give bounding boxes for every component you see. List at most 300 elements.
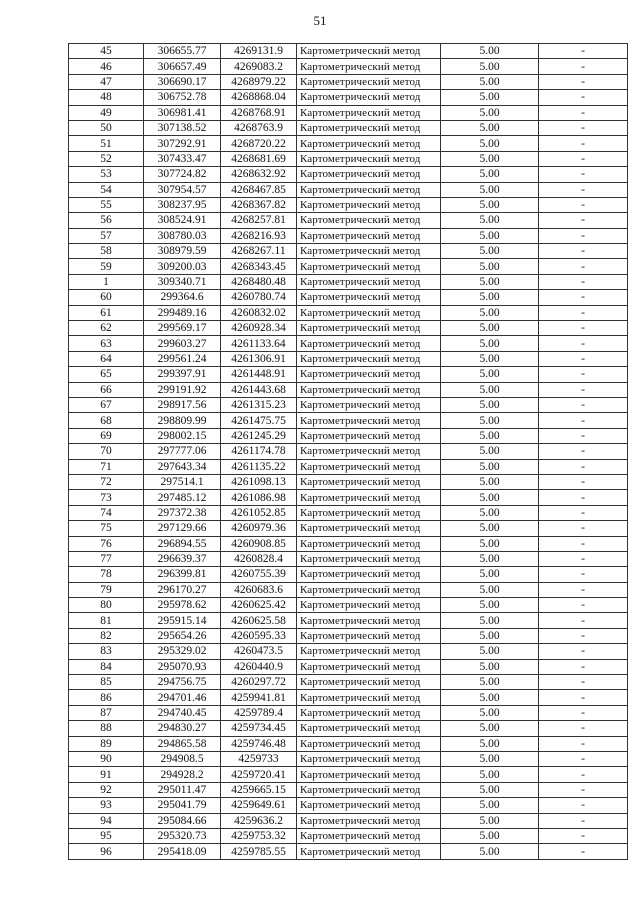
point-number-cell: 68 bbox=[69, 413, 144, 428]
note-cell: - bbox=[539, 644, 628, 659]
error-cell: 5.00 bbox=[441, 120, 539, 135]
note-cell: - bbox=[539, 798, 628, 813]
point-number-cell: 65 bbox=[69, 367, 144, 382]
point-number-cell: 88 bbox=[69, 721, 144, 736]
table-row bbox=[69, 274, 628, 289]
y-coordinate-cell: 4260832.02 bbox=[221, 305, 297, 320]
table-row bbox=[69, 736, 628, 751]
note-cell: - bbox=[539, 521, 628, 536]
error-cell: 5.00 bbox=[441, 598, 539, 613]
error-cell: 5.00 bbox=[441, 151, 539, 166]
x-coordinate-cell: 308780.03 bbox=[144, 228, 221, 243]
table-row bbox=[69, 259, 628, 274]
method-cell: Картометрический метод bbox=[297, 290, 441, 305]
method-cell: Картометрический метод bbox=[297, 382, 441, 397]
note-cell: - bbox=[539, 705, 628, 720]
table-row bbox=[69, 197, 628, 212]
y-coordinate-cell: 4261133.64 bbox=[221, 336, 297, 351]
method-cell: Картометрический метод bbox=[297, 244, 441, 259]
table-row bbox=[69, 428, 628, 443]
coordinates-table-body bbox=[69, 44, 628, 860]
y-coordinate-cell: 4261135.22 bbox=[221, 459, 297, 474]
note-cell: - bbox=[539, 813, 628, 828]
note-cell: - bbox=[539, 751, 628, 766]
x-coordinate-cell: 295070.93 bbox=[144, 659, 221, 674]
point-number-cell: 67 bbox=[69, 397, 144, 412]
y-coordinate-cell: 4259665.15 bbox=[221, 782, 297, 797]
note-cell: - bbox=[539, 274, 628, 289]
point-number-cell: 58 bbox=[69, 244, 144, 259]
note-cell: - bbox=[539, 105, 628, 120]
note-cell: - bbox=[539, 459, 628, 474]
note-cell: - bbox=[539, 90, 628, 105]
x-coordinate-cell: 294908.5 bbox=[144, 751, 221, 766]
y-coordinate-cell: 4261443.68 bbox=[221, 382, 297, 397]
table-row bbox=[69, 382, 628, 397]
error-cell: 5.00 bbox=[441, 382, 539, 397]
y-coordinate-cell: 4268681.69 bbox=[221, 151, 297, 166]
error-cell: 5.00 bbox=[441, 397, 539, 412]
note-cell: - bbox=[539, 675, 628, 690]
table-row bbox=[69, 628, 628, 643]
method-cell: Картометрический метод bbox=[297, 428, 441, 443]
method-cell: Картометрический метод bbox=[297, 598, 441, 613]
note-cell: - bbox=[539, 567, 628, 582]
y-coordinate-cell: 4268768.91 bbox=[221, 105, 297, 120]
table-row bbox=[69, 613, 628, 628]
error-cell: 5.00 bbox=[441, 644, 539, 659]
error-cell: 5.00 bbox=[441, 136, 539, 151]
note-cell: - bbox=[539, 767, 628, 782]
table-row bbox=[69, 44, 628, 59]
x-coordinate-cell: 297514.1 bbox=[144, 474, 221, 489]
note-cell: - bbox=[539, 74, 628, 89]
method-cell: Картометрический метод bbox=[297, 213, 441, 228]
table-row bbox=[69, 782, 628, 797]
x-coordinate-cell: 295418.09 bbox=[144, 844, 221, 859]
note-cell: - bbox=[539, 367, 628, 382]
method-cell: Картометрический метод bbox=[297, 444, 441, 459]
table-row bbox=[69, 721, 628, 736]
method-cell: Картометрический метод bbox=[297, 675, 441, 690]
y-coordinate-cell: 4268480.48 bbox=[221, 274, 297, 289]
x-coordinate-cell: 309200.03 bbox=[144, 259, 221, 274]
x-coordinate-cell: 295041.79 bbox=[144, 798, 221, 813]
x-coordinate-cell: 299364.6 bbox=[144, 290, 221, 305]
method-cell: Картометрический метод bbox=[297, 336, 441, 351]
y-coordinate-cell: 4260908.85 bbox=[221, 536, 297, 551]
note-cell: - bbox=[539, 259, 628, 274]
table-row bbox=[69, 474, 628, 489]
table-row bbox=[69, 551, 628, 566]
x-coordinate-cell: 295084.66 bbox=[144, 813, 221, 828]
x-coordinate-cell: 298917.56 bbox=[144, 397, 221, 412]
table-row bbox=[69, 228, 628, 243]
y-coordinate-cell: 4259649.61 bbox=[221, 798, 297, 813]
table-row bbox=[69, 505, 628, 520]
error-cell: 5.00 bbox=[441, 844, 539, 859]
table-row bbox=[69, 290, 628, 305]
table-row bbox=[69, 182, 628, 197]
point-number-cell: 92 bbox=[69, 782, 144, 797]
note-cell: - bbox=[539, 844, 628, 859]
error-cell: 5.00 bbox=[441, 751, 539, 766]
x-coordinate-cell: 297129.66 bbox=[144, 521, 221, 536]
point-number-cell: 94 bbox=[69, 813, 144, 828]
method-cell: Картометрический метод bbox=[297, 798, 441, 813]
method-cell: Картометрический метод bbox=[297, 74, 441, 89]
error-cell: 5.00 bbox=[441, 367, 539, 382]
note-cell: - bbox=[539, 351, 628, 366]
y-coordinate-cell: 4259734.45 bbox=[221, 721, 297, 736]
point-number-cell: 52 bbox=[69, 151, 144, 166]
method-cell: Картометрический метод bbox=[297, 705, 441, 720]
y-coordinate-cell: 4261098.13 bbox=[221, 474, 297, 489]
method-cell: Картометрический метод bbox=[297, 828, 441, 843]
x-coordinate-cell: 298002.15 bbox=[144, 428, 221, 443]
point-number-cell: 66 bbox=[69, 382, 144, 397]
table-row bbox=[69, 59, 628, 74]
table-row bbox=[69, 598, 628, 613]
note-cell: - bbox=[539, 598, 628, 613]
note-cell: - bbox=[539, 782, 628, 797]
note-cell: - bbox=[539, 828, 628, 843]
table-row bbox=[69, 397, 628, 412]
y-coordinate-cell: 4259636.2 bbox=[221, 813, 297, 828]
x-coordinate-cell: 307138.52 bbox=[144, 120, 221, 135]
x-coordinate-cell: 306655.77 bbox=[144, 44, 221, 59]
error-cell: 5.00 bbox=[441, 521, 539, 536]
error-cell: 5.00 bbox=[441, 444, 539, 459]
x-coordinate-cell: 297372.38 bbox=[144, 505, 221, 520]
table-row bbox=[69, 567, 628, 582]
method-cell: Картометрический метод bbox=[297, 644, 441, 659]
point-number-cell: 57 bbox=[69, 228, 144, 243]
point-number-cell: 71 bbox=[69, 459, 144, 474]
point-number-cell: 47 bbox=[69, 74, 144, 89]
method-cell: Картометрический метод bbox=[297, 751, 441, 766]
table-row bbox=[69, 105, 628, 120]
method-cell: Картометрический метод bbox=[297, 259, 441, 274]
note-cell: - bbox=[539, 167, 628, 182]
y-coordinate-cell: 4260625.42 bbox=[221, 598, 297, 613]
error-cell: 5.00 bbox=[441, 767, 539, 782]
error-cell: 5.00 bbox=[441, 321, 539, 336]
y-coordinate-cell: 4268343.45 bbox=[221, 259, 297, 274]
point-number-cell: 56 bbox=[69, 213, 144, 228]
x-coordinate-cell: 295654.26 bbox=[144, 628, 221, 643]
x-coordinate-cell: 295011.47 bbox=[144, 782, 221, 797]
x-coordinate-cell: 306690.17 bbox=[144, 74, 221, 89]
table-row bbox=[69, 813, 628, 828]
error-cell: 5.00 bbox=[441, 798, 539, 813]
table-row bbox=[69, 582, 628, 597]
table-row bbox=[69, 413, 628, 428]
error-cell: 5.00 bbox=[441, 490, 539, 505]
x-coordinate-cell: 295915.14 bbox=[144, 613, 221, 628]
method-cell: Картометрический метод bbox=[297, 628, 441, 643]
y-coordinate-cell: 4259941.81 bbox=[221, 690, 297, 705]
y-coordinate-cell: 4259746.48 bbox=[221, 736, 297, 751]
y-coordinate-cell: 4260780.74 bbox=[221, 290, 297, 305]
note-cell: - bbox=[539, 490, 628, 505]
x-coordinate-cell: 299569.17 bbox=[144, 321, 221, 336]
point-number-cell: 73 bbox=[69, 490, 144, 505]
point-number-cell: 62 bbox=[69, 321, 144, 336]
note-cell: - bbox=[539, 428, 628, 443]
y-coordinate-cell: 4268216.93 bbox=[221, 228, 297, 243]
note-cell: - bbox=[539, 120, 628, 135]
note-cell: - bbox=[539, 305, 628, 320]
point-number-cell: 96 bbox=[69, 844, 144, 859]
coordinates-table bbox=[68, 43, 628, 860]
x-coordinate-cell: 296170.27 bbox=[144, 582, 221, 597]
note-cell: - bbox=[539, 413, 628, 428]
table-row bbox=[69, 828, 628, 843]
point-number-cell: 59 bbox=[69, 259, 144, 274]
error-cell: 5.00 bbox=[441, 274, 539, 289]
error-cell: 5.00 bbox=[441, 305, 539, 320]
note-cell: - bbox=[539, 444, 628, 459]
method-cell: Картометрический метод bbox=[297, 167, 441, 182]
table-row bbox=[69, 705, 628, 720]
y-coordinate-cell: 4260297.72 bbox=[221, 675, 297, 690]
point-number-cell: 48 bbox=[69, 90, 144, 105]
x-coordinate-cell: 307954.57 bbox=[144, 182, 221, 197]
x-coordinate-cell: 297643.34 bbox=[144, 459, 221, 474]
table-row bbox=[69, 244, 628, 259]
y-coordinate-cell: 4260979.36 bbox=[221, 521, 297, 536]
method-cell: Картометрический метод bbox=[297, 413, 441, 428]
x-coordinate-cell: 308237.95 bbox=[144, 197, 221, 212]
note-cell: - bbox=[539, 474, 628, 489]
x-coordinate-cell: 299603.27 bbox=[144, 336, 221, 351]
method-cell: Картометрический метод bbox=[297, 351, 441, 366]
table-row bbox=[69, 659, 628, 674]
method-cell: Картометрический метод bbox=[297, 459, 441, 474]
method-cell: Картометрический метод bbox=[297, 767, 441, 782]
error-cell: 5.00 bbox=[441, 613, 539, 628]
y-coordinate-cell: 4269131.9 bbox=[221, 44, 297, 59]
y-coordinate-cell: 4268720.22 bbox=[221, 136, 297, 151]
method-cell: Картометрический метод bbox=[297, 274, 441, 289]
error-cell: 5.00 bbox=[441, 228, 539, 243]
y-coordinate-cell: 4260828.4 bbox=[221, 551, 297, 566]
y-coordinate-cell: 4261306.91 bbox=[221, 351, 297, 366]
y-coordinate-cell: 4261086.98 bbox=[221, 490, 297, 505]
method-cell: Картометрический метод bbox=[297, 567, 441, 582]
error-cell: 5.00 bbox=[441, 675, 539, 690]
table-row bbox=[69, 798, 628, 813]
point-number-cell: 1 bbox=[69, 274, 144, 289]
x-coordinate-cell: 294830.27 bbox=[144, 721, 221, 736]
table-row bbox=[69, 90, 628, 105]
note-cell: - bbox=[539, 690, 628, 705]
x-coordinate-cell: 299561.24 bbox=[144, 351, 221, 366]
error-cell: 5.00 bbox=[441, 244, 539, 259]
error-cell: 5.00 bbox=[441, 551, 539, 566]
page-number: 51 bbox=[313, 13, 327, 28]
table-row bbox=[69, 751, 628, 766]
table-row bbox=[69, 690, 628, 705]
error-cell: 5.00 bbox=[441, 505, 539, 520]
error-cell: 5.00 bbox=[441, 474, 539, 489]
note-cell: - bbox=[539, 290, 628, 305]
method-cell: Картометрический метод bbox=[297, 120, 441, 135]
note-cell: - bbox=[539, 136, 628, 151]
method-cell: Картометрический метод bbox=[297, 844, 441, 859]
y-coordinate-cell: 4268632.92 bbox=[221, 167, 297, 182]
note-cell: - bbox=[539, 213, 628, 228]
point-number-cell: 80 bbox=[69, 598, 144, 613]
error-cell: 5.00 bbox=[441, 44, 539, 59]
point-number-cell: 90 bbox=[69, 751, 144, 766]
method-cell: Картометрический метод bbox=[297, 228, 441, 243]
table-row bbox=[69, 767, 628, 782]
note-cell: - bbox=[539, 244, 628, 259]
x-coordinate-cell: 306657.49 bbox=[144, 59, 221, 74]
x-coordinate-cell: 295320.73 bbox=[144, 828, 221, 843]
method-cell: Картометрический метод bbox=[297, 474, 441, 489]
method-cell: Картометрический метод bbox=[297, 813, 441, 828]
error-cell: 5.00 bbox=[441, 736, 539, 751]
point-number-cell: 64 bbox=[69, 351, 144, 366]
note-cell: - bbox=[539, 321, 628, 336]
note-cell: - bbox=[539, 721, 628, 736]
error-cell: 5.00 bbox=[441, 459, 539, 474]
error-cell: 5.00 bbox=[441, 413, 539, 428]
error-cell: 5.00 bbox=[441, 536, 539, 551]
y-coordinate-cell: 4259753.32 bbox=[221, 828, 297, 843]
x-coordinate-cell: 299489.16 bbox=[144, 305, 221, 320]
point-number-cell: 87 bbox=[69, 705, 144, 720]
method-cell: Картометрический метод bbox=[297, 490, 441, 505]
method-cell: Картометрический метод bbox=[297, 536, 441, 551]
y-coordinate-cell: 4259785.55 bbox=[221, 844, 297, 859]
y-coordinate-cell: 4261475.75 bbox=[221, 413, 297, 428]
table-row bbox=[69, 444, 628, 459]
x-coordinate-cell: 296639.37 bbox=[144, 551, 221, 566]
point-number-cell: 49 bbox=[69, 105, 144, 120]
point-number-cell: 70 bbox=[69, 444, 144, 459]
y-coordinate-cell: 4261245.29 bbox=[221, 428, 297, 443]
x-coordinate-cell: 294756.75 bbox=[144, 675, 221, 690]
error-cell: 5.00 bbox=[441, 197, 539, 212]
error-cell: 5.00 bbox=[441, 290, 539, 305]
method-cell: Картометрический метод bbox=[297, 59, 441, 74]
method-cell: Картометрический метод bbox=[297, 367, 441, 382]
method-cell: Картометрический метод bbox=[297, 136, 441, 151]
note-cell: - bbox=[539, 382, 628, 397]
point-number-cell: 46 bbox=[69, 59, 144, 74]
y-coordinate-cell: 4261052.85 bbox=[221, 505, 297, 520]
table-row bbox=[69, 844, 628, 859]
point-number-cell: 89 bbox=[69, 736, 144, 751]
x-coordinate-cell: 308979.59 bbox=[144, 244, 221, 259]
x-coordinate-cell: 299191.92 bbox=[144, 382, 221, 397]
error-cell: 5.00 bbox=[441, 813, 539, 828]
point-number-cell: 74 bbox=[69, 505, 144, 520]
note-cell: - bbox=[539, 151, 628, 166]
error-cell: 5.00 bbox=[441, 428, 539, 443]
y-coordinate-cell: 4268267.11 bbox=[221, 244, 297, 259]
error-cell: 5.00 bbox=[441, 167, 539, 182]
method-cell: Картометрический метод bbox=[297, 90, 441, 105]
table-row bbox=[69, 675, 628, 690]
point-number-cell: 76 bbox=[69, 536, 144, 551]
y-coordinate-cell: 4268763.9 bbox=[221, 120, 297, 135]
note-cell: - bbox=[539, 336, 628, 351]
point-number-cell: 93 bbox=[69, 798, 144, 813]
y-coordinate-cell: 4261315.23 bbox=[221, 397, 297, 412]
x-coordinate-cell: 297485.12 bbox=[144, 490, 221, 505]
point-number-cell: 45 bbox=[69, 44, 144, 59]
table-row bbox=[69, 536, 628, 551]
x-coordinate-cell: 307292.91 bbox=[144, 136, 221, 151]
note-cell: - bbox=[539, 44, 628, 59]
note-cell: - bbox=[539, 505, 628, 520]
point-number-cell: 55 bbox=[69, 197, 144, 212]
method-cell: Картометрический метод bbox=[297, 782, 441, 797]
x-coordinate-cell: 307724.82 bbox=[144, 167, 221, 182]
table-row bbox=[69, 644, 628, 659]
x-coordinate-cell: 295978.62 bbox=[144, 598, 221, 613]
error-cell: 5.00 bbox=[441, 213, 539, 228]
table-row bbox=[69, 521, 628, 536]
note-cell: - bbox=[539, 659, 628, 674]
note-cell: - bbox=[539, 628, 628, 643]
y-coordinate-cell: 4260473.5 bbox=[221, 644, 297, 659]
point-number-cell: 69 bbox=[69, 428, 144, 443]
point-number-cell: 79 bbox=[69, 582, 144, 597]
point-number-cell: 60 bbox=[69, 290, 144, 305]
error-cell: 5.00 bbox=[441, 336, 539, 351]
point-number-cell: 83 bbox=[69, 644, 144, 659]
y-coordinate-cell: 4268979.22 bbox=[221, 74, 297, 89]
y-coordinate-cell: 4268367.82 bbox=[221, 197, 297, 212]
method-cell: Картометрический метод bbox=[297, 182, 441, 197]
y-coordinate-cell: 4260683.6 bbox=[221, 582, 297, 597]
point-number-cell: 86 bbox=[69, 690, 144, 705]
point-number-cell: 91 bbox=[69, 767, 144, 782]
y-coordinate-cell: 4268257.81 bbox=[221, 213, 297, 228]
method-cell: Картометрический метод bbox=[297, 505, 441, 520]
x-coordinate-cell: 308524.91 bbox=[144, 213, 221, 228]
table-row bbox=[69, 321, 628, 336]
method-cell: Картометрический метод bbox=[297, 105, 441, 120]
y-coordinate-cell: 4268868.04 bbox=[221, 90, 297, 105]
point-number-cell: 72 bbox=[69, 474, 144, 489]
table-row bbox=[69, 336, 628, 351]
y-coordinate-cell: 4260440.9 bbox=[221, 659, 297, 674]
point-number-cell: 77 bbox=[69, 551, 144, 566]
table-row bbox=[69, 459, 628, 474]
table-row bbox=[69, 136, 628, 151]
x-coordinate-cell: 307433.47 bbox=[144, 151, 221, 166]
note-cell: - bbox=[539, 736, 628, 751]
method-cell: Картометрический метод bbox=[297, 659, 441, 674]
y-coordinate-cell: 4261448.91 bbox=[221, 367, 297, 382]
point-number-cell: 53 bbox=[69, 167, 144, 182]
point-number-cell: 82 bbox=[69, 628, 144, 643]
method-cell: Картометрический метод bbox=[297, 736, 441, 751]
x-coordinate-cell: 306981.41 bbox=[144, 105, 221, 120]
note-cell: - bbox=[539, 397, 628, 412]
y-coordinate-cell: 4261174.78 bbox=[221, 444, 297, 459]
error-cell: 5.00 bbox=[441, 182, 539, 197]
error-cell: 5.00 bbox=[441, 74, 539, 89]
method-cell: Картометрический метод bbox=[297, 721, 441, 736]
